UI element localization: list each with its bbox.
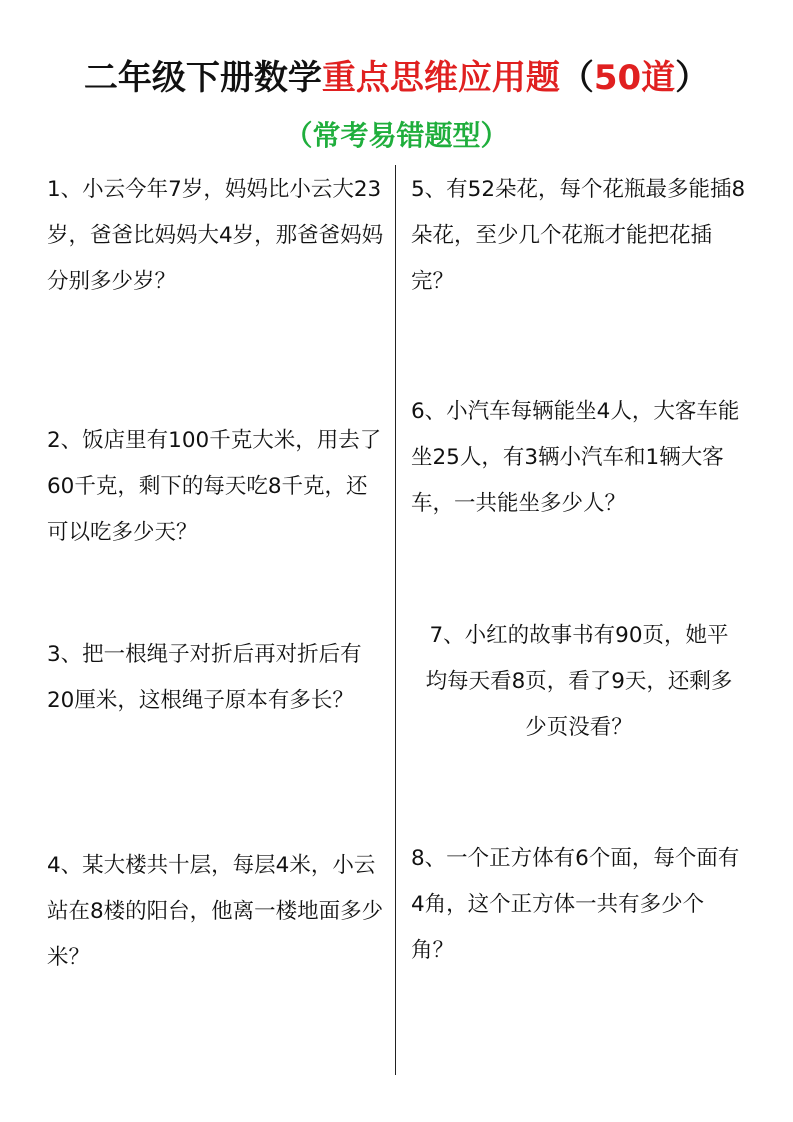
question-7-line-2: 均每天看8页，看了9天，还剩多: [425, 669, 733, 694]
question-1: 1、小云今年7岁，妈妈比小云大23岁，爸爸比妈妈大4岁，那爸爸妈妈分别多少岁？: [47, 177, 384, 294]
title-open-paren: （: [559, 58, 594, 98]
question-8: 8、一个正方体有6个面，每个面有4角，这个正方体一共有多少个角？: [411, 846, 740, 963]
question-5: 5、有52朵花，每个花瓶最多能插8朵花，至少几个花瓶才能把花插完？: [411, 177, 746, 294]
question-2: 2、饭店里有100千克大米，用去了60千克，剩下的每天吃8千克，还可以吃多少天？: [47, 428, 382, 545]
question-7: [411, 613, 747, 751]
title-close-paren: ）: [675, 58, 710, 98]
question-7-line-1: 7、小红的故事书有90页，她平: [429, 623, 729, 648]
question-4: 4、某大楼共十层，每层4米，小云站在8楼的阳台，他离一楼地面多少米？: [47, 853, 384, 970]
question-6: 6、小汽车每辆能坐4人，大客车能坐25人，有3辆小汽车和1辆大客车，一共能坐多少人？: [411, 399, 740, 516]
column-divider: [395, 165, 396, 1075]
title-grade-part: 二年级下册数学: [83, 58, 322, 98]
question-7-line-3: 少页没看？: [525, 715, 633, 740]
page-title: [0, 50, 793, 106]
page-subtitle: （常考易错题型）: [284, 119, 509, 152]
title-count: 50道: [593, 58, 676, 98]
title-topic-part: 重点思维应用题: [321, 58, 560, 98]
question-3: 3、把一根绳子对折后再对折后有20厘米，这根绳子原本有多长？: [47, 642, 362, 713]
